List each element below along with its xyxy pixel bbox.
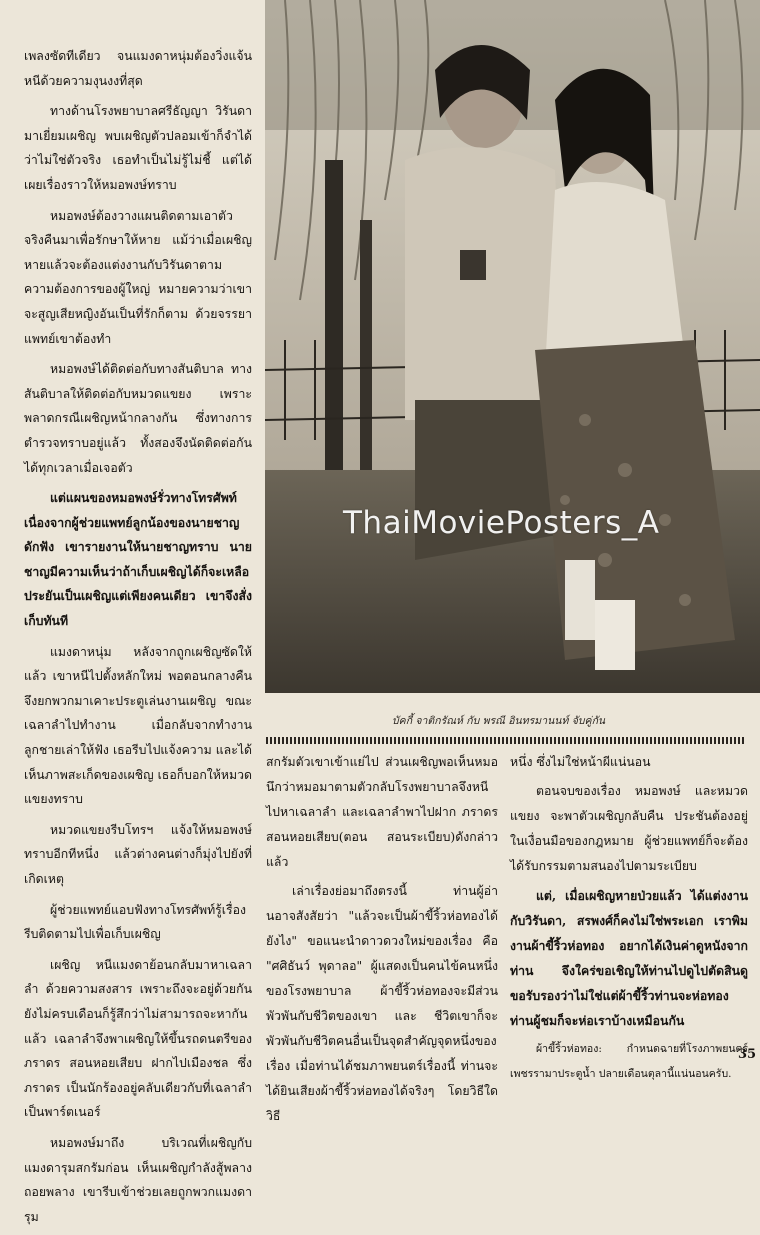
photo-caption: บัคกี้ จาติกรัณห์ กับ พรณี อินทรมานนท์ จับคู่กัน bbox=[392, 715, 606, 727]
middle-text-column bbox=[266, 750, 498, 1133]
paragraph: หมอพงษ์ต้องวางแผนติดตามเอาตัวจริงคืนมาเพื่อรักษาให้หาย แม้ว่าเมื่อเผชิญหายแล้วจะต้องแต่งงานกับวิรันดาตามความต้องการของผู้ใหญ่ หมายความว่าเขาจะสูญเสียหญิงอันเป็นที่รักก็ตาม ด้วยจรรยาแพทย์เขาต้องทำ bbox=[24, 208, 252, 346]
paragraph: ตอนจบของเรื่อง หมอพงษ์ และหมวดแขยง จะพาตัวเผชิญกลับคืน ประชันต้องอยู่ในเงื่อนมือของกฎหมาย ผู้ช่วยแพทย์ก็จะต้องได้รับกรรมตามสนองไปตามระเบียบ bbox=[510, 784, 748, 873]
paragraph: ทางด้านโรงพยาบาลศรีธัญญา วิรันดามาเยี่ยมเผชิญ พบเผชิญตัวปลอมเข้าก็จำได้ว่าไม่ใช่ตัวจริง เธอทำเป็นไม่รู้ไม่ชี้ แต่ได้เผยเรื่องราวให้หมอพงษ์ทราบ bbox=[24, 104, 252, 192]
paragraph: ผู้ช่วยแพทย์แอบฟังทางโทรศัพท์รู้เรื่อง รีบติดตามไปเพื่อเก็บเผชิญ bbox=[24, 902, 246, 942]
paragraph: หมวดแขยงรีบโทรฯ แจ้งให้หมอพงษ์ทราบอีกทีหนึ่ง แล้วต่างคนต่างก็มุ่งไปยังที่เกิดเหตุ bbox=[24, 822, 252, 886]
paragraph: หมอพงษ์มาถึง บริเวณที่เผชิญกับแมงดารุมสกรัมก่อน เห็นเผชิญกำลังสู้พลางถอยพลาง เขารีบเข้าช่วยเลยถูกพวกแมงดารุม bbox=[24, 1135, 252, 1224]
paragraph: เพลงซัดทีเดียว จนแมงดาหนุ่มต้องวิ่งแจ้นหนีด้วยความงุนงงที่สุด bbox=[24, 49, 252, 88]
paragraph: เผชิญ หนีแมงดาย้อนกลับมาหาเฉลาลำ ด้วยความสงสาร เพราะถึงจะอยู่ด้วยกัน ยังไม่ครบเดือนก็รู้สึกว่าไม่สามารถจะหากันแล้ว เฉลาลำจึงพาเผชิญให้ขึ้นรถดนตรีของภราดร สอนหอยเสียบ ฝากไปเมืองชล ซึ่งภราดร เป็นนักร้องอยู่คลับเดียวกับที่เฉลาลำเป็นพาร์ตเนอร์ bbox=[24, 957, 252, 1120]
page-number: 35 bbox=[738, 1047, 757, 1062]
paragraph: ผ้าขี้ริ้วห่อทอง: กำหนดฉายที่โรงภาพยนตร์เพชรรามาประตูน้ำ ปลายเดือนตุลานี้แน่นอนครับ. bbox=[510, 1043, 748, 1080]
paragraph: แต่, เมื่อเผชิญหายป่วยแล้ว ได้แต่งงานกับวิรันดา, สรพงศ์ก็คงไม่ใช่พระเอก เราพิมงานผ้าขี้ริ้วห่อทอง อยากได้เงินค่าดูหนังจากท่าน จึงใคร่ขอเชิญให้ท่านไปดูไปตัดสินดู ขอรับรองว่าไม่ใช่แต่ผ้าขี้ริ้วท่านจะห่อทอง ท่านผู้ชมก็จะห่อเราบ้างเหมือนกัน bbox=[510, 888, 748, 1028]
dotted-divider bbox=[266, 737, 746, 744]
paragraph: หมอพงษ์ได้ติดต่อกับทางสันติบาล ทางสันติบาลให้ติดต่อกับหมวดแขยง เพราะพลาดกรณีเผชิญหน้ากลางกัน ซึ่งทางการตำรวจทราบอยู่แล้ว ทั้งสองจึงนัดติดต่อกันได้ทุกเวลาเมื่อเจอตัว bbox=[24, 362, 252, 475]
paragraph: แต่แผนของหมอพงษ์รั่วทางโทรศัพท์ เนื่องจากผู้ช่วยแพทย์ลูกน้องของนายชาญดักฟัง เขารายงานให้นายชาญทราบ นายชาญมีความเห็นว่าถ้าเก็บเผชิญได้ก็จะเหลือประยันเป็นเผชิญแต่เพียงคนเดียว เขาจึงสั่งเก็บทันที bbox=[24, 490, 252, 629]
paragraph: แมงดาหนุ่ม หลังจากถูกเผชิญซัดให้แล้ว เขาหนีไปตั้งหลักใหม่ พอตอนกลางคืนจึงยกพวกมาเคาะประตูเล่นงานเผชิญ ขณะเฉลาลำไปทำงาน เมื่อกลับจากทำงานลูกชายเล่าให้ฟัง เธอรีบไปแจ้งความ และได้เห็นภาพสะเก็ดของเผชิญ เธอก็บอกให้หมวดแขยงทราบ bbox=[24, 644, 252, 807]
couple-photo-illustration bbox=[265, 0, 760, 693]
film-still-photo bbox=[265, 0, 760, 693]
paragraph: สกรัมตัวเขาเข้าแย่ไป ส่วนเผชิญพอเห็นหมอนึกว่าหมอมาตามตัวกลับโรงพยาบาลจึงหนีไปหาเฉลาลำ และเฉลาลำพาไปฝาก ภราดร สอนหอยเสียบ(ตอน สอนระเบียบ)ดังกล่าวแล้ว bbox=[266, 755, 498, 869]
paragraph: เล่าเรื่องย่อมาถึงตรงนี้ ท่านผู้อ่านอาจสังสัยว่า "แล้วจะเป็นผ้าขี้ริ้วห่อทองได้ยังไง" ขอแนะนำดาวดวงใหม่ของเรื่อง คือ "ศศิธันว์ พุดาลอ" ผู้แสดงเป็นคนไข้คนหนึ่งของโรงพยาบาล ผ้าขี้ริ้วห่อทองจะมีส่วนพัวพันกับชีวิตของเขา และ ชีวิตเขาก็จะพัวพันกับชีวิตคนอื่นเป็นจุดสำคัญจุดหนึ่งของเรื่อง เมื่อท่านได้ชมภาพยนตร์เรื่องนี้ ท่านจะได้ยินเสียงผ้าขี้ริ้วห่อทองได้จริงๆ โดยวิธีใดวิธี bbox=[266, 884, 498, 1123]
paragraph: หนึ่ง ซึ่งไม่ใช่หน้าผีแน่นอน bbox=[510, 755, 651, 769]
watermark-text: ThaiMoviePosters_A bbox=[343, 505, 660, 541]
right-text-column bbox=[510, 750, 748, 1091]
left-text-column bbox=[24, 44, 252, 1235]
